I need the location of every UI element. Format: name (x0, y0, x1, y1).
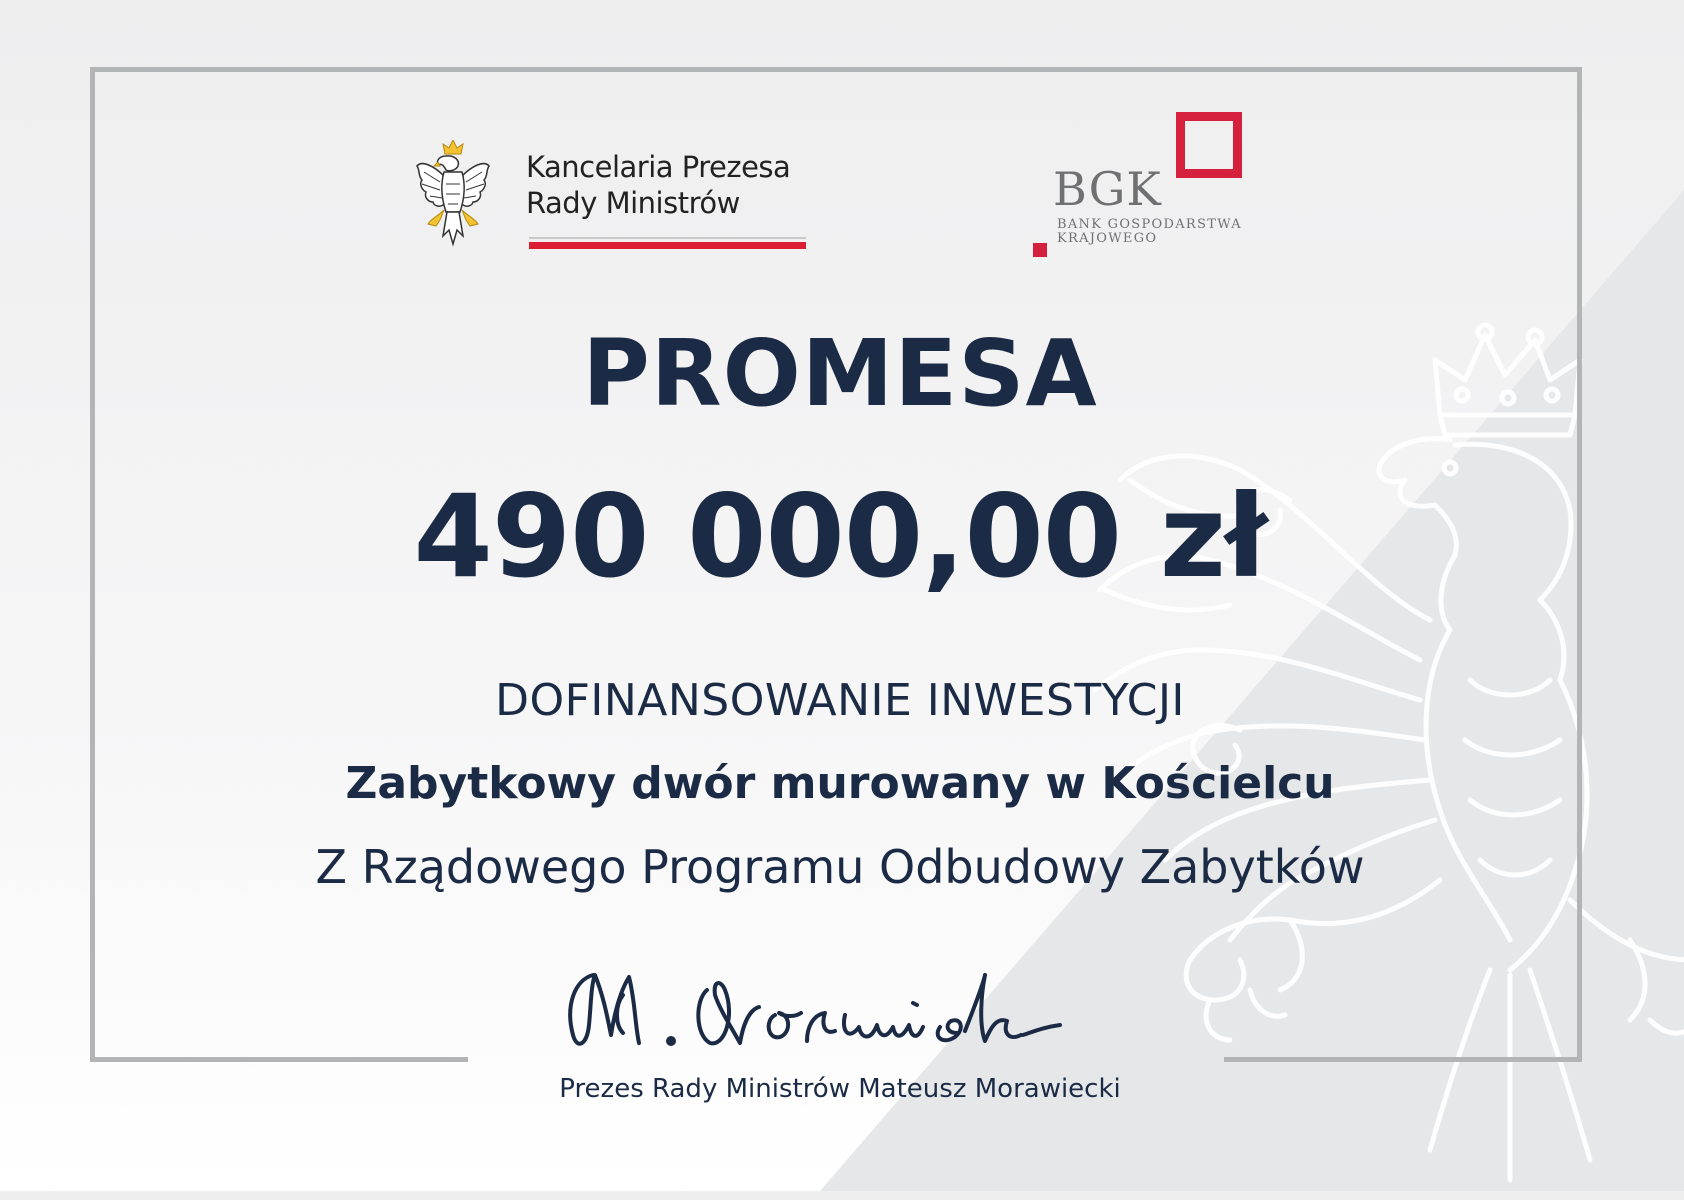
signer-caption: Prezes Rady Ministrów Mateusz Morawiecki (559, 1074, 1121, 1104)
bgk-wordmark: BGK (1053, 162, 1162, 216)
kprm-red-rule (529, 242, 806, 249)
white-eagle-emblem-icon (416, 140, 490, 250)
frame-top-border (90, 67, 1582, 72)
frame-left-border (90, 67, 95, 1062)
certificate-subtitle: DOFINANSOWANIE INWESTYCJI (495, 675, 1185, 726)
bgk-dot-icon (1033, 243, 1047, 257)
program-name: Z Rządowego Programu Odbudowy Zabytków (315, 840, 1365, 894)
bgk-subtitle-line2: KRAJOWEGO (1057, 231, 1158, 246)
kprm-name-line2: Rady Ministrów (526, 186, 740, 220)
frame-bottom-left-border (90, 1057, 468, 1062)
grant-amount: 490 000,00 zł (413, 470, 1267, 603)
handwritten-signature-icon (545, 955, 1145, 1055)
frame-right-border (1577, 67, 1582, 1062)
frame-bottom-right-border (1224, 1057, 1582, 1062)
kprm-name-line1: Kancelaria Prezesa (526, 150, 791, 184)
bgk-square-icon (1176, 112, 1242, 178)
kprm-logo (416, 140, 811, 255)
bgk-logo (1030, 110, 1240, 260)
project-name: Zabytkowy dwór murowany w Kościelcu (345, 758, 1335, 809)
kprm-gray-rule (529, 237, 806, 239)
bgk-subtitle-line1: BANK GOSPODARSTWA (1057, 217, 1242, 232)
certificate-title: PROMESA (582, 320, 1098, 427)
